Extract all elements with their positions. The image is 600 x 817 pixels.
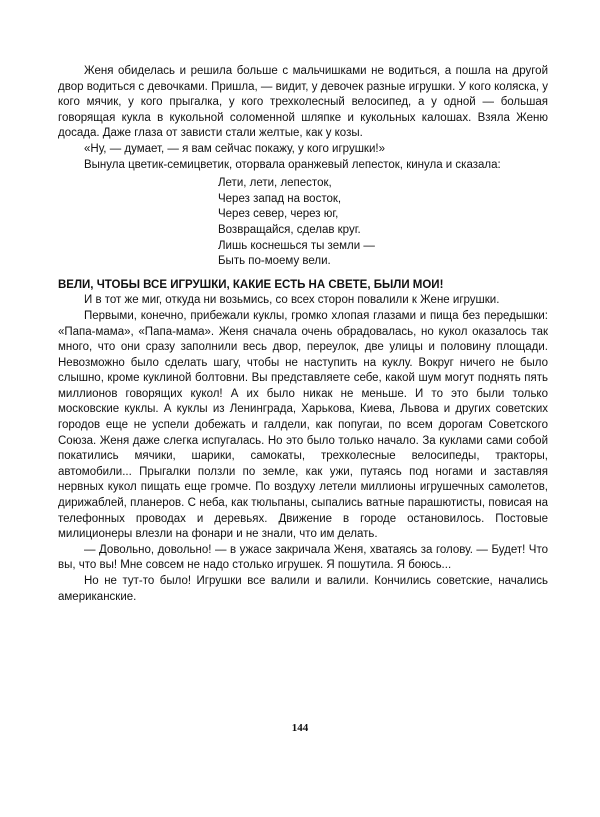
- paragraph: — Довольно, довольно! — в ужасе закричала Женя, хватаясь за голову. — Будет! Что вы, что вы! Мне совсем не надо столько игрушек. Я пошутила. Я боюсь...: [58, 543, 548, 572]
- paragraph: Женя обиделась и решила больше с мальчишками не водиться, а пошла на другой двор водиться с девочками. Пришла, — видит, у девочек разные игрушки. У кого коляска, у кого мячик, у кого прыгалка, у кого трехколесный велосипед, а у одной — большая говорящая кукла в кукольной соломенной шляпке и кукольных калошах. Взяла Женю досада. Даже глаза от зависти стали желтые, как у козы.: [58, 65, 548, 140]
- poem-line: Лишь коснешься ты земли —: [218, 239, 375, 252]
- paragraph: Первыми, конечно, прибежали куклы, громко хлопая глазами и пища без передышки: «Папа-мама», «Папа-мама». Женя сначала очень обрадовалась, но кукол оказалось так много, что они сразу заполнили весь двор, переулок, две улицы и половину площади. Невозможно было сделать шагу, чтобы не наступить на куклу. Вокруг ничего не было слышно, кроме куклиной болтовни. Вы представляете себе, какой шум могут поднять пять миллионов говорящих кукол! А их было никак не меньше. И то это были только московские куклы. А куклы из Ленинграда, Харькова, Киева, Львова и других советских городов еще не успели добежать и галдели, как попугаи, по всем дорогам Советского Союза. Женя даже слегка испугалась. Но это было только начало. За куклами сами собой покатились мячики, шарики, самокаты, трехколесные велосипеды, тракторы, автомобили... Прыгалки ползли по земле, как ужи, путаясь под ногами и заставляя нервных кукол пищать еще громче. По воздуху летели миллионы игрушечных самолетов, дирижаблей, планеров. С неба, как тюльпаны, сыпались ватные парашютисты, повисая на телефонных проводах и деревьях. Движение в городе остановилось. Постовые милиционеры влезли на фонари и не знали, что им делать.: [58, 309, 548, 541]
- poem-line: Через север, через юг,: [218, 208, 339, 221]
- page-text: [58, 64, 548, 605]
- section-heading: ВЕЛИ, ЧТОБЫ ВСЕ ИГРУШКИ, КАКИЕ ЕСТЬ НА СВЕТЕ, БЫЛИ МОИ!: [58, 278, 444, 291]
- poem-line: Через запад на восток,: [218, 192, 342, 205]
- paragraph: «Ну, — думает, — я вам сейчас покажу, у кого игрушки!»: [84, 142, 385, 155]
- poem-line: Лети, лети, лепесток,: [218, 177, 332, 190]
- paragraph: Но не тут-то было! Игрушки все валили и валили. Кончились советские, начались американские.: [58, 575, 548, 603]
- paragraph: Вынула цветик-семицветик, оторвала оранжевый лепесток, кинула и сказала:: [84, 158, 501, 171]
- paragraph: И в тот же миг, откуда ни возьмись, со всех сторон повалили к Жене игрушки.: [84, 294, 500, 307]
- page-number: 144: [291, 722, 309, 734]
- poem-line: Быть по-моему вели.: [218, 255, 331, 268]
- poem-line: Возвращайся, сделав круг.: [218, 223, 361, 236]
- poem: [218, 176, 548, 270]
